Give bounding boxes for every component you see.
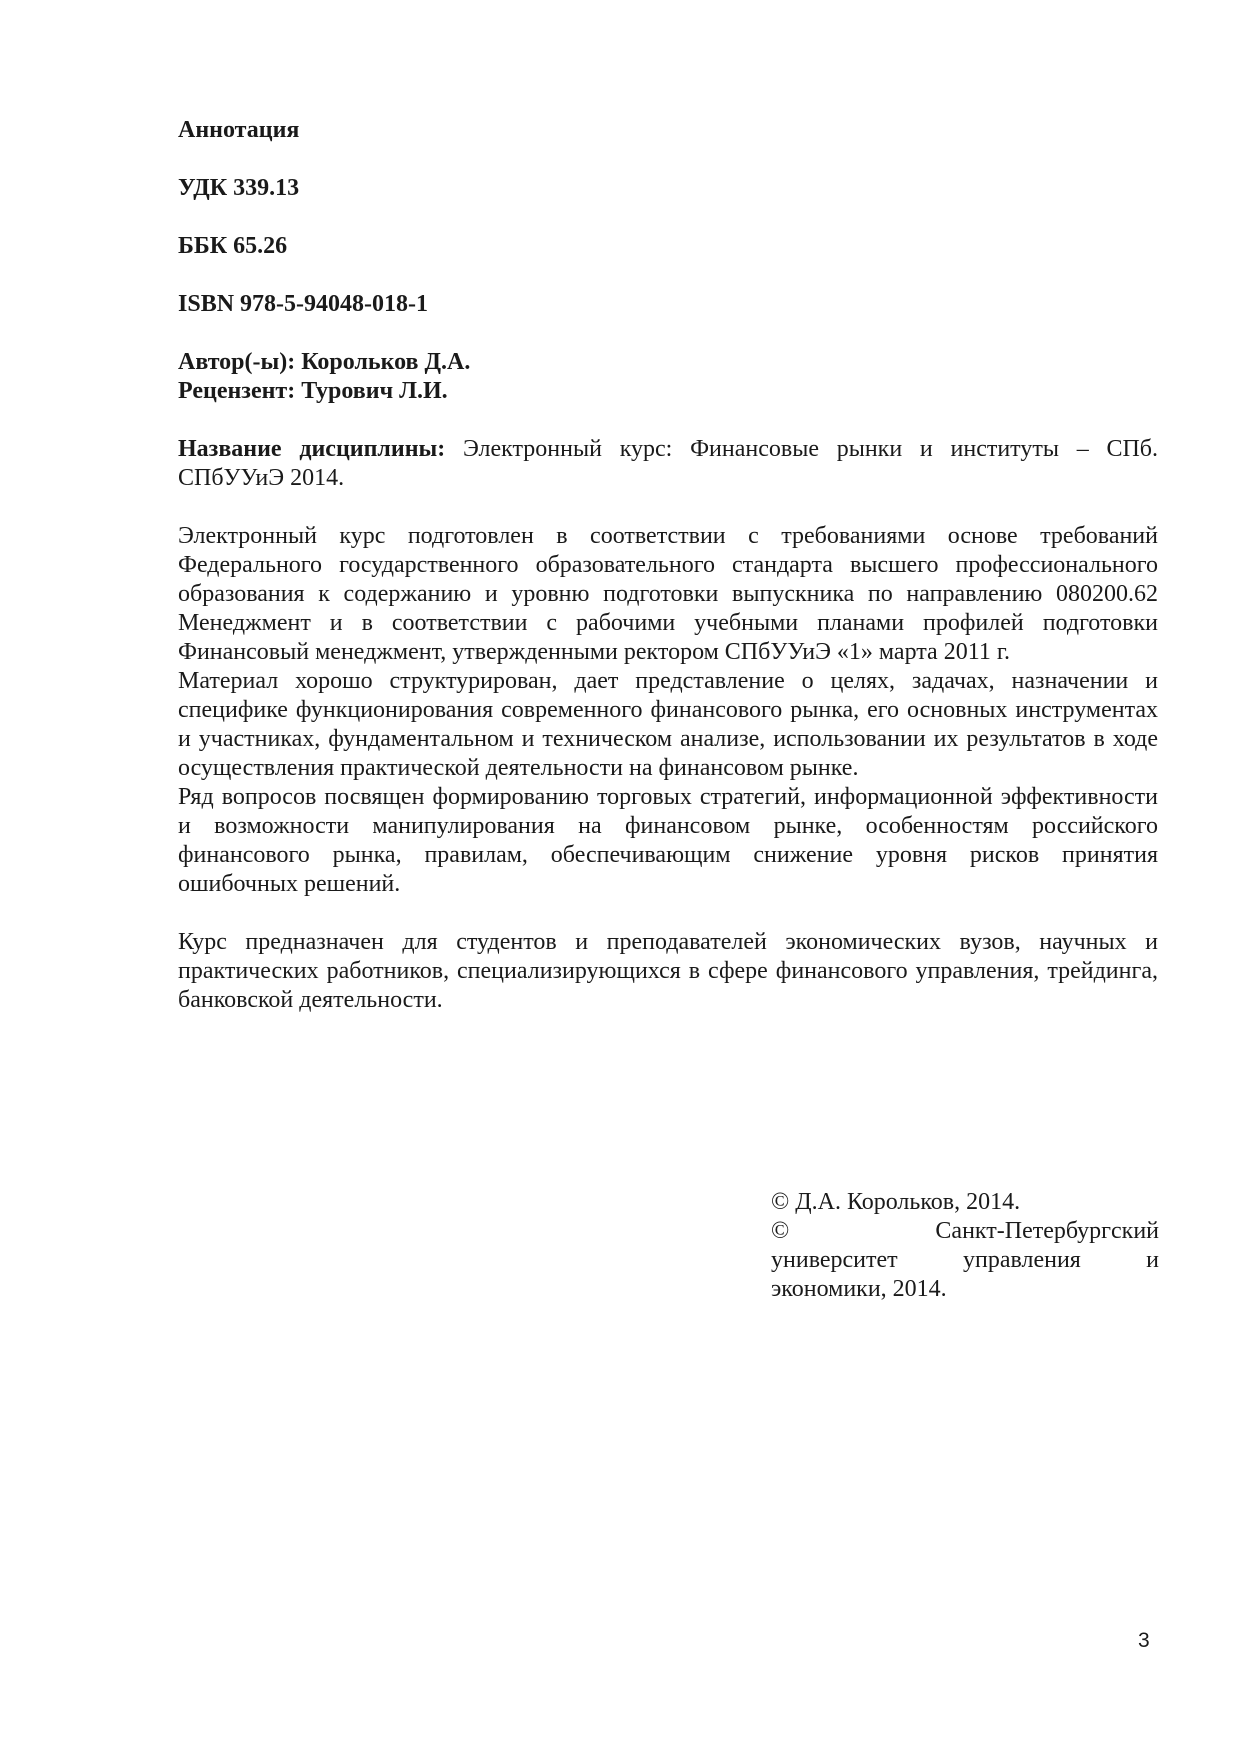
copyright-org-name: Санкт-Петербургский	[935, 1218, 1159, 1244]
discipline-text: Электронный курс: Финансовые рынки и институты – СПб. СПбУУиЭ 2014.	[178, 436, 1158, 491]
main-content	[178, 116, 1158, 1015]
copyright-word-1: университет	[771, 1247, 898, 1273]
reviewer-line: Рецензент: Турович Л.И.	[178, 378, 448, 404]
discipline-paragraph	[178, 435, 1158, 493]
body-paragraph-1: Электронный курс подготовлен в соответствии с требованиями основе требований Федерального государственного образовательного стандарта высшего профессионального образования к содержанию и уровню подготовки выпускника по направлению 080200.62 Менеджмент и в соответствии с рабочими учебными планами профилей подготовки Финансовый менеджмент, утвержденными ректором СПбУУиЭ «1» марта 2011 г.	[178, 523, 1158, 665]
isbn-code: ISBN 978-5-94048-018-1	[178, 291, 428, 317]
page-number: 3	[1138, 1629, 1150, 1652]
body-paragraph-4: Курс предназначен для студентов и преподавателей экономических вузов, научных и практических работников, специализирующихся в сфере финансового управления, трейдинга, банковской деятельности.	[178, 929, 1158, 1013]
copyright-author: © Д.А. Корольков, 2014.	[771, 1189, 1021, 1215]
copyright-org-line-2	[771, 1246, 1159, 1275]
annotation-heading: Аннотация	[178, 117, 300, 143]
copyright-org-line	[771, 1217, 1159, 1246]
body-paragraph-2: Материал хорошо структурирован, дает представление о целях, задачах, назначении и специфике функционирования современного финансового рынка, его основных инструментах и участниках, фундаментальном и техническом анализе, использовании их результатов в ходе осуществления практической деятельности на финансовом рынке.	[178, 668, 1158, 781]
copyright-word-2: управления	[962, 1247, 1081, 1273]
body-paragraph-3: Ряд вопросов посвящен формированию торговых стратегий, информационной эффективности и возможности манипулирования на финансовом рынке, особенностям российского финансового рынка, правилам, обеспечивающим снижение уровня рисков принятия ошибочных решений.	[178, 784, 1158, 897]
copyright-block	[771, 1188, 1159, 1304]
copyright-word-3: и	[1146, 1247, 1159, 1273]
copyright-symbol: ©	[771, 1218, 790, 1244]
author-line: Автор(-ы): Корольков Д.А.	[178, 349, 471, 375]
bbk-code: ББК 65.26	[178, 233, 288, 259]
udk-code: УДК 339.13	[178, 175, 300, 201]
copyright-year-line: экономики, 2014.	[771, 1276, 947, 1302]
discipline-label: Название дисциплины:	[178, 436, 446, 462]
